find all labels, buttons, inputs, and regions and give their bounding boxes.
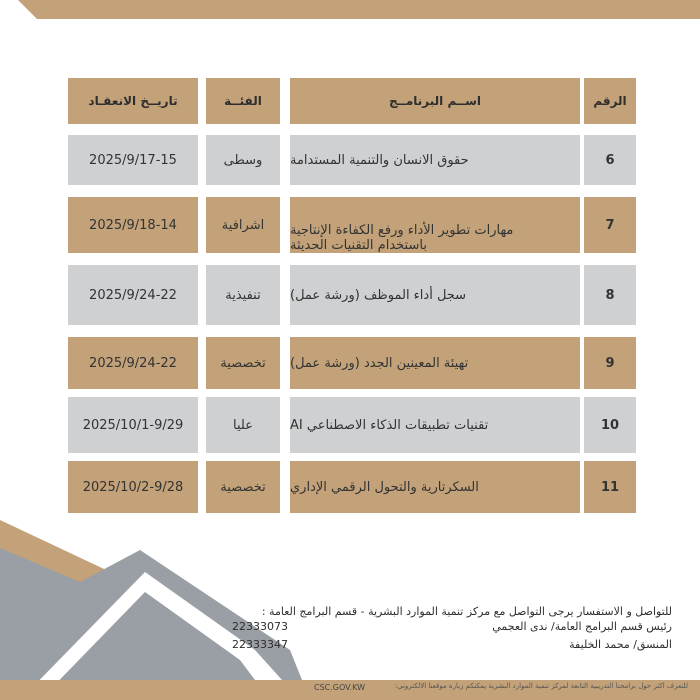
row-11-program: السكرتارية والتحول الرقمي الإداري: [290, 461, 580, 513]
row-6-date: 2025/9/17-15: [68, 135, 198, 185]
row-9-category: تخصصية: [206, 337, 280, 389]
header-program: اســم البرنامــج: [290, 78, 580, 124]
contact-head-phone: 22333073: [232, 620, 288, 633]
footer-note: للتعرف اكثر حول برامجنا التدريبية التابعة لمركز تنمية الموارد البشرية يمكنكم زيارة موقعنا الالكتروني:: [394, 682, 688, 690]
row-10-number: 10: [584, 397, 636, 453]
header-date: تاريــخ الانعقـاد: [68, 78, 198, 124]
contact-head-label: رئيس قسم البرامج العامة/ ندى العجمي: [492, 620, 672, 633]
contact-coordinator-label: المنسق/ محمد الخليفة: [569, 638, 672, 651]
row-8-number: 8: [584, 265, 636, 325]
header-category: الفئــة: [206, 78, 280, 124]
row-8-category: تنفيذية: [206, 265, 280, 325]
header-number: الرقم: [584, 78, 636, 124]
row-8-program: سجل أداء الموظف (ورشة عمل): [290, 265, 580, 325]
contact-head-line: [232, 619, 672, 637]
row-6-number: 6: [584, 135, 636, 185]
row-10-date: 2025/10/1-9/29: [68, 397, 198, 453]
row-10-category: عليا: [206, 397, 280, 453]
row-7-category: اشرافية: [206, 197, 280, 253]
row-6-category: وسطى: [206, 135, 280, 185]
row-9-program: تهيئة المعينين الجدد (ورشة عمل): [290, 337, 580, 389]
row-6-program: حقوق الانسان والتنمية المستدامة: [290, 135, 580, 185]
row-7-program-line1: مهارات تطوير الأداء ورفع الكفاءة الإنتاجية: [290, 223, 514, 238]
row-11-date: 2025/10/2-9/28: [68, 461, 198, 513]
row-7-program-line2: باستخدام التقنيات الحديثة: [290, 238, 427, 253]
contact-coordinator-line: [232, 637, 672, 655]
contact-info: [232, 604, 672, 655]
contact-intro: للتواصل و الاستفسار يرجى التواصل مع مركز تنمية الموارد البشرية - قسم البرامج العامة :: [261, 605, 672, 618]
row-11-category: تخصصية: [206, 461, 280, 513]
row-9-number: 9: [584, 337, 636, 389]
row-7-date: 2025/9/18-14: [68, 197, 198, 253]
row-9-date: 2025/9/24-22: [68, 337, 198, 389]
row-10-program: تقنيات تطبيقات الذكاء الاصطناعي AI: [290, 397, 580, 453]
row-7-program: [290, 197, 580, 253]
row-7-number: 7: [584, 197, 636, 253]
contact-coordinator-phone: 22333347: [232, 638, 288, 651]
row-11-number: 11: [584, 461, 636, 513]
website-link[interactable]: CSC.GOV.KW: [314, 683, 366, 692]
row-8-date: 2025/9/24-22: [68, 265, 198, 325]
top-gold-band: [18, 0, 700, 19]
